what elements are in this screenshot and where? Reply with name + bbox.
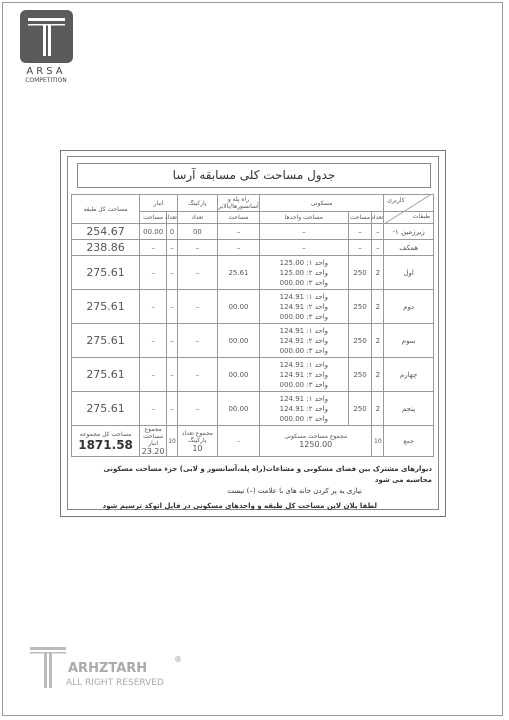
unit-areas	[260, 256, 349, 290]
storage-area: –	[140, 256, 167, 290]
stair-area: –	[217, 224, 259, 240]
storage-count: –	[167, 392, 178, 426]
grand-total: 1871.58	[78, 437, 133, 452]
floor-total: 275.61	[72, 256, 140, 290]
unit-areas	[260, 358, 349, 392]
sum-storage-area: 23.20	[141, 447, 165, 456]
floor-name: همکف	[384, 240, 434, 256]
unit-areas: –	[260, 240, 349, 256]
floor-name: چهارم	[384, 358, 434, 392]
t-brand-icon	[28, 643, 68, 691]
unit-2-area: واحد ۲: 124.91	[279, 302, 329, 311]
sum-label: جمع	[384, 426, 434, 457]
sheet-inner-frame	[67, 156, 439, 510]
storage-area: –	[140, 240, 167, 256]
table-row-fifth	[72, 392, 434, 426]
floor-name: دوم	[384, 290, 434, 324]
sum-parking-cell	[177, 426, 217, 457]
unit-3-area: واحد ۳: 000.00	[279, 312, 329, 321]
table-title: جدول مساحت کلی مسابقه آرسا	[77, 163, 431, 188]
unit-2-area: واحد ۲: 124.91	[279, 370, 329, 379]
floors-header	[384, 212, 434, 224]
sum-parking-count: 10	[192, 443, 203, 453]
floor-total: 275.61	[72, 290, 140, 324]
parking-header: پارکینگ	[177, 195, 217, 212]
stair-area: 00.00	[217, 324, 259, 358]
parking-area: –	[177, 324, 217, 358]
unit-areas	[260, 324, 349, 358]
parking-area: –	[177, 358, 217, 392]
unit-2-area: واحد ۲: 125.00	[279, 268, 329, 277]
stair-area: 00.00	[217, 358, 259, 392]
stair-area-header: مساحت	[217, 212, 259, 224]
table-row-fourth	[72, 358, 434, 392]
res-area: 250	[348, 358, 372, 392]
floor-name: اول	[384, 256, 434, 290]
storage-count-header: تعداد	[167, 212, 178, 224]
storage-area: –	[140, 358, 167, 392]
res-count: 2	[372, 358, 384, 392]
parking-area: 00	[177, 224, 217, 240]
unit-areas	[260, 392, 349, 426]
arhztarh-brand	[28, 643, 188, 693]
area-table-sheet	[60, 150, 446, 517]
res-area: 250	[348, 256, 372, 290]
unit-areas	[260, 290, 349, 324]
table-row-second	[72, 290, 434, 324]
logo-sub: COMPETITION	[25, 77, 67, 84]
registered-icon: ®	[174, 655, 182, 664]
arsa-logo	[18, 10, 74, 84]
sum-stair: –	[217, 426, 259, 457]
sum-storage-count: 10	[167, 426, 178, 457]
stair-header: راه پله و آسانسورها/بالابر	[218, 196, 259, 210]
grand-total-cell	[72, 426, 140, 457]
parking-count-header: تعداد	[177, 212, 217, 224]
table-row-ground	[72, 240, 434, 256]
unit-1-area: واحد ۱: 124.91	[279, 360, 329, 369]
res-count: 2	[372, 392, 384, 426]
floor-total: 238.86	[72, 240, 140, 256]
sum-parking-label: مجموع تعداد پارکینگ	[181, 429, 214, 444]
res-area-header: مساحت	[348, 212, 372, 224]
stair-area: 25.61	[217, 256, 259, 290]
logo-name: ARSA	[26, 66, 66, 77]
res-area: 250	[348, 290, 372, 324]
table-row-first	[72, 256, 434, 290]
note-shared-walls: دیوارهای مشترک بین فضای مسکونی و مشاعات(راه پله،آسانسور و لابی) جزء مساحت مسکونی محاسبه می شود	[103, 465, 432, 484]
table-row-third	[72, 324, 434, 358]
unit-3-area: واحد ۳: 000.00	[279, 414, 329, 423]
floor-name: پنجم	[384, 392, 434, 426]
unit-1-area: واحد ۱: 124.91	[279, 326, 329, 335]
storage-area: –	[140, 324, 167, 358]
sum-storage-cell	[140, 426, 167, 457]
header-row-1	[72, 195, 434, 212]
res-area: –	[348, 224, 372, 240]
note-autocad: لطفا پلان لاین مساحت کل طبقه و واحدهای مسکونی در فایل اتوکد ترسیم شود	[102, 502, 377, 510]
res-area: 250	[348, 324, 372, 358]
unit-2-area: واحد ۲: 124.91	[279, 404, 329, 413]
res-count: 2	[372, 324, 384, 358]
storage-count: –	[167, 256, 178, 290]
storage-area: –	[140, 392, 167, 426]
res-count: –	[372, 240, 384, 256]
brand-name: ARHZTARH	[68, 661, 148, 676]
sum-res-count: 10	[372, 426, 384, 457]
res-area: 250	[348, 392, 372, 426]
res-area: –	[348, 240, 372, 256]
res-count-header: تعداد	[372, 212, 384, 224]
storage-count: –	[167, 324, 178, 358]
floors-label: طبقات	[412, 213, 430, 220]
sum-res-area-label: مجموع مساحت مسکونی	[284, 433, 348, 440]
t-logo-icon	[20, 10, 73, 63]
table-row-basement	[72, 224, 434, 240]
storage-area-header: مساحت	[140, 212, 167, 224]
storage-count: –	[167, 358, 178, 392]
res-count: 2	[372, 256, 384, 290]
unit-2-area: واحد ۲: 124.91	[279, 336, 329, 345]
sum-res-area: 1250.00	[299, 440, 333, 449]
parking-area: –	[177, 392, 217, 426]
unit-1-area: واحد ۱: 125.00	[279, 258, 329, 267]
unit-areas: –	[260, 224, 349, 240]
floor-name: زیرزمین ۱-	[384, 224, 434, 240]
storage-count: –	[167, 240, 178, 256]
floor-total: 275.61	[72, 324, 140, 358]
stair-area: 00.00	[217, 392, 259, 426]
unit-area-header: مساحت واحدها	[260, 212, 349, 224]
storage-area: –	[140, 290, 167, 324]
table-notes	[77, 464, 432, 512]
unit-3-area: واحد ۳: 000.00	[279, 380, 329, 389]
note-dash-cells: نیازی به پر کردن خانه های با علامت (–) نیست	[227, 487, 362, 495]
parking-area: –	[177, 290, 217, 324]
unit-1-area: واحد ۱: 124.91	[279, 394, 329, 403]
category-label: کاربری	[387, 197, 405, 204]
floor-total-header: مساحت کل طبقه	[72, 195, 140, 224]
storage-count: 0	[167, 224, 178, 240]
table-footer-row	[72, 426, 434, 457]
brand-sub: ALL RIGHT RESERVED	[66, 678, 164, 688]
storage-header: انبار	[140, 195, 178, 212]
stair-area: –	[217, 240, 259, 256]
sum-storage-label: مجموع مساحت انبار	[143, 426, 164, 447]
floor-total: 254.67	[72, 224, 140, 240]
unit-3-area: واحد ۳: 000.00	[279, 346, 329, 355]
parking-area: –	[177, 256, 217, 290]
floor-total: 275.61	[72, 358, 140, 392]
floor-name: سوم	[384, 324, 434, 358]
storage-count: –	[167, 290, 178, 324]
floor-total: 275.61	[72, 392, 140, 426]
unit-3-area: واحد ۳: 000.00	[279, 278, 329, 287]
storage-area: 00.00	[140, 224, 167, 240]
unit-1-area: واحد ۱: 124.91	[279, 292, 329, 301]
area-table	[71, 194, 434, 457]
res-count: –	[372, 224, 384, 240]
res-count: 2	[372, 290, 384, 324]
category-header	[384, 195, 434, 212]
stair-area: 00.00	[217, 290, 259, 324]
residential-header: مسکونی	[260, 195, 384, 212]
grand-total-label: مساحت کل مجموعه	[79, 430, 132, 438]
sum-res-area-cell	[260, 426, 372, 457]
parking-area: –	[177, 240, 217, 256]
